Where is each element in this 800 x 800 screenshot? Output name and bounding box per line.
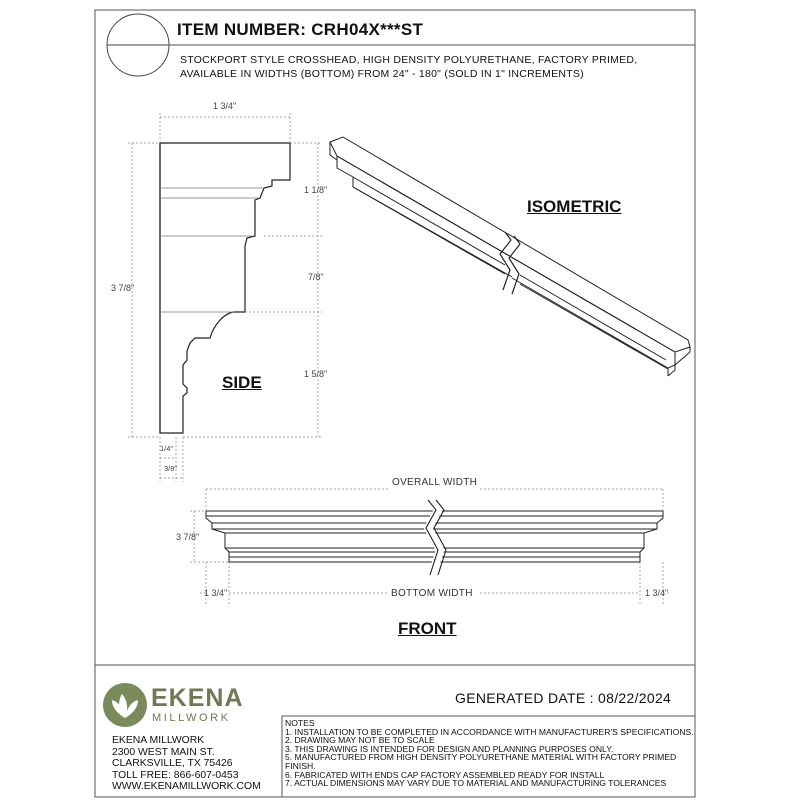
address-line: TOLL FREE: 866-607-0453 — [112, 769, 239, 781]
generated-date: GENERATED DATE : 08/22/2024 — [455, 690, 672, 706]
side-bottom-offset-2-dim: 3/8" — [164, 464, 178, 473]
note-item: 5. MANUFACTURED FROM HIGH DENSITY POLYURETHANE MATERIAL WITH FACTORY PRIMED FINISH. — [285, 752, 677, 771]
isometric-view — [330, 137, 690, 376]
side-seg-top-dim: 1 1/8" — [304, 185, 328, 195]
side-view-label: SIDE — [222, 373, 262, 392]
sheet-border — [95, 10, 695, 797]
front-height-dim: 3 7/8" — [176, 532, 200, 542]
description-line-2: AVAILABLE IN WIDTHS (BOTTOM) FROM 24" - 180" (SOLD IN 1" INCREMENTS) — [180, 68, 584, 80]
note-item: 1. INSTALLATION TO BE COMPLETED IN ACCORDANCE WITH MANUFACTURER'S SPECIFICATIONS. — [285, 726, 694, 737]
side-seg-mid-dim: 7/8" — [308, 272, 324, 282]
website-link[interactable]: WWW.EKENAMILLWORK.COM — [112, 781, 261, 792]
product-description — [180, 53, 637, 81]
side-top-width-dim: 1 3/4" — [213, 101, 237, 111]
brand-name: EKENA — [151, 684, 244, 712]
front-view-label: FRONT — [398, 619, 457, 638]
notes-title: NOTES — [285, 718, 315, 728]
company-address — [112, 735, 261, 793]
isometric-view-label: ISOMETRIC — [527, 197, 622, 216]
note-item: 6. FABRICATED WITH ENDS CAP FACTORY ASSEMBLED READY FOR INSTALL — [285, 769, 605, 780]
side-bottom-offset-1-dim: 1/4" — [160, 444, 174, 453]
note-item: 2. DRAWING MAY NOT BE TO SCALE — [285, 735, 435, 746]
ekena-leaf-logo-icon — [103, 683, 147, 727]
side-total-height-dim: 3 7/8" — [111, 283, 135, 293]
side-view-dimensions — [128, 113, 322, 482]
front-left-return-dim: 1 3/4" — [204, 588, 228, 598]
address-line: CLARKSVILLE, TX 75426 — [112, 758, 233, 769]
note-item: 3. THIS DRAWING IS INTENDED FOR DESIGN AND PLANNING PURPOSES ONLY. — [285, 743, 614, 754]
overall-width-label: OVERALL WIDTH — [392, 477, 478, 488]
notes-block — [285, 719, 695, 788]
note-item: 7. ACTUAL DIMENSIONS MAY VARY DUE TO MATERIAL AND MANUFACTURING TOLERANCES — [285, 778, 667, 789]
item-number-title: ITEM NUMBER: CRH04X***ST — [177, 20, 424, 39]
bottom-width-label: BOTTOM WIDTH — [391, 588, 473, 599]
side-seg-bottom-dim: 1 5/8" — [304, 369, 328, 379]
address-line: 2300 WEST MAIN ST. — [112, 746, 215, 758]
header-circle-icon — [107, 14, 169, 76]
brand-subtitle: MILLWORK — [152, 712, 231, 724]
description-line-1: STOCKPORT STYLE CROSSHEAD, HIGH DENSITY POLYURETHANE, FACTORY PRIMED, — [180, 54, 638, 66]
front-view-profile — [206, 500, 663, 575]
front-right-return-dim: 1 3/4" — [645, 588, 669, 598]
address-line: EKENA MILLWORK — [112, 735, 205, 746]
